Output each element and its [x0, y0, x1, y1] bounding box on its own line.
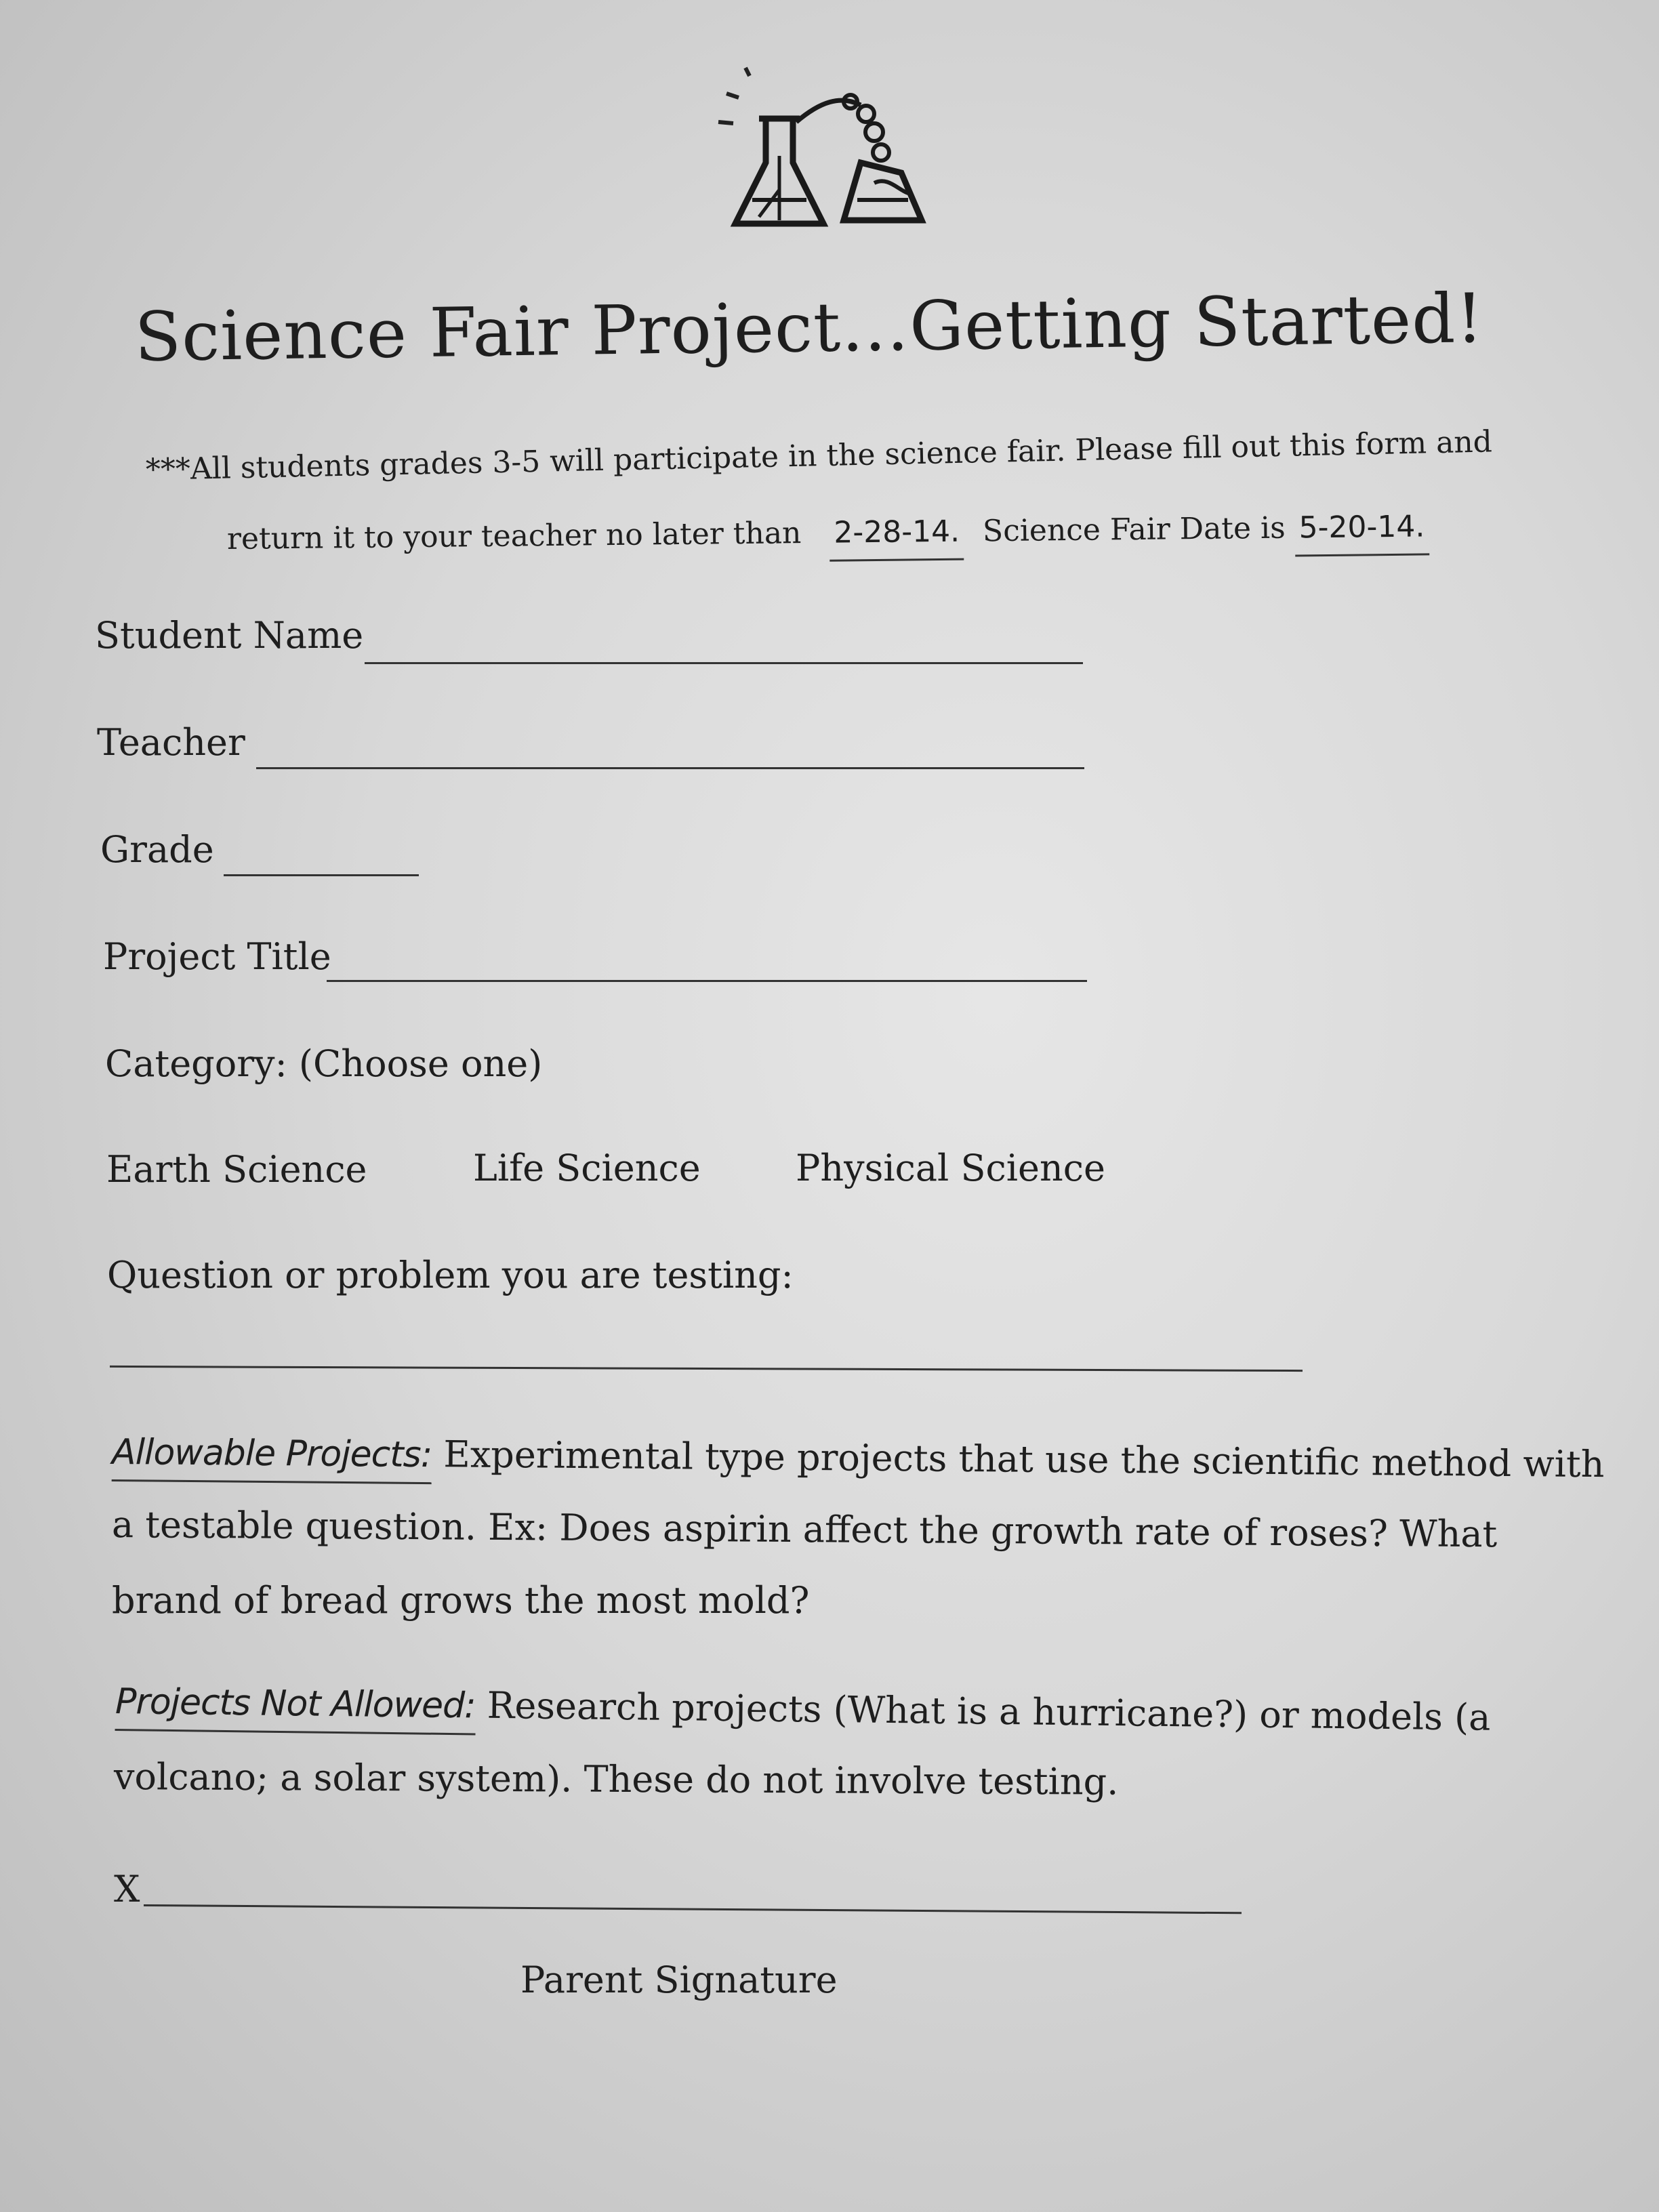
question-field[interactable] — [110, 1366, 1303, 1372]
not-allowed-line-2: volcano; a solar system). These do not involve testing. — [113, 1755, 1119, 1803]
not-allowed-line-1 — [115, 1679, 1491, 1748]
allowable-line-2: a testable question. Ex: Does aspirin affect the growth rate of roses? What — [111, 1503, 1498, 1556]
student-name-label: Student Name — [95, 614, 364, 657]
grade-label: Grade — [100, 828, 214, 871]
allowable-text-1: Experimental type projects that use the scientific method with — [443, 1433, 1605, 1486]
allowable-heading: Allowable Projects: — [112, 1432, 432, 1484]
category-option-earth-science[interactable]: Earth Science — [106, 1148, 367, 1191]
fair-date: 5-20-14. — [1294, 509, 1429, 556]
category-option-life-science[interactable]: Life Science — [473, 1147, 701, 1189]
student-name-field[interactable] — [365, 662, 1083, 664]
category-option-physical-science[interactable]: Physical Science — [796, 1147, 1105, 1189]
not-allowed-heading: Projects Not Allowed: — [115, 1681, 476, 1735]
signature-x-mark: X — [114, 1868, 140, 1910]
parent-signature-label: Parent Signature — [520, 1959, 838, 2001]
fair-date-label: Science Fair Date is — [982, 510, 1286, 549]
grade-field[interactable] — [224, 874, 419, 876]
question-label: Question or problem you are testing: — [107, 1254, 794, 1296]
intro-line-2 — [227, 509, 1429, 568]
intro-line-1: ***All students grades 3-5 will participate in the science fair. Please fill out this form and — [145, 424, 1493, 487]
allowable-line-1 — [112, 1430, 1605, 1494]
parent-signature-field[interactable] — [144, 1904, 1242, 1914]
due-date: 2-28-14. — [830, 514, 964, 562]
project-title-label: Project Title — [103, 935, 331, 978]
science-flask-clipart-icon — [705, 54, 949, 237]
teacher-label: Teacher — [97, 721, 245, 764]
teacher-field[interactable] — [256, 767, 1084, 769]
not-allowed-text-1: Research projects (What is a hurricane?) or models (a — [487, 1683, 1491, 1739]
page-title: Science Fair Project…Getting Started! — [134, 279, 1485, 377]
allowable-line-3: brand of bread grows the most mold? — [112, 1579, 810, 1622]
category-label: Category: (Choose one) — [105, 1042, 543, 1085]
intro-return-text: return it to your teacher no later than — [226, 516, 802, 556]
project-title-field[interactable] — [327, 980, 1087, 982]
